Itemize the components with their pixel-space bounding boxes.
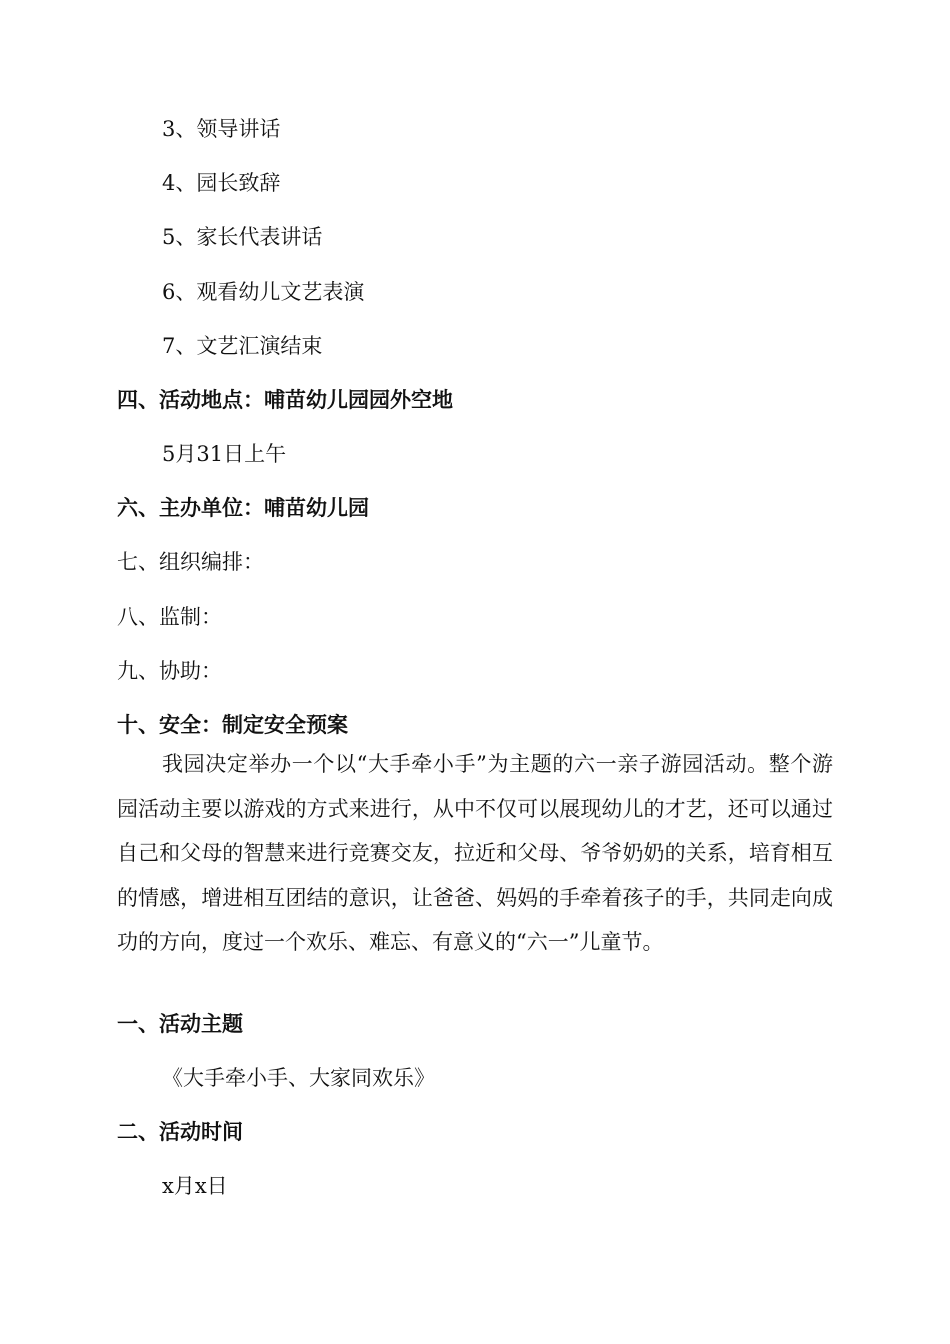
time-body: x月x日 [162, 1174, 228, 1198]
section-venue-body: 5月31日上午 [162, 442, 287, 466]
theme-body: 《大手牵小手、大家同欢乐》 [162, 1066, 435, 1090]
section-organizer-heading: 六、主办单位：哺苗幼儿园 [117, 495, 369, 520]
time-heading: 二、活动时间 [117, 1119, 243, 1144]
section-supervision: 八、监制： [117, 605, 222, 629]
theme-heading: 一、活动主题 [117, 1011, 243, 1036]
section-venue-heading: 四、活动地点：哺苗幼儿园园外空地 [117, 387, 453, 412]
section-safety-heading: 十、安全：制定安全预案 [117, 712, 348, 737]
section-arrangement: 七、组织编排： [117, 550, 264, 574]
schedule-item-3: 3、领导讲话 [162, 117, 281, 141]
schedule-item-6: 6、观看幼儿文艺表演 [162, 280, 365, 304]
schedule-item-4: 4、园长致辞 [162, 171, 281, 195]
section-assistance: 九、协助： [117, 659, 222, 683]
schedule-item-7: 7、文艺汇演结束 [162, 334, 323, 358]
intro-paragraph: 我园决定举办一个以“大手牵小手”为主题的六一亲子游园活动。整个游园活动主要以游戏的方式来进行，从中不仅可以展现幼儿的才艺，还可以通过自己和父母的智慧来进行竞赛交友，拉近和父母、爷爷奶奶的关系，培育相互的情感，增进相互团结的意识，让爸爸、妈妈的手牵着孩子的手，共同走向成功的方向，度过一个欢乐、难忘、有意义的“六一”儿童节。 [117, 752, 833, 955]
schedule-item-5: 5、家长代表讲话 [162, 225, 323, 249]
